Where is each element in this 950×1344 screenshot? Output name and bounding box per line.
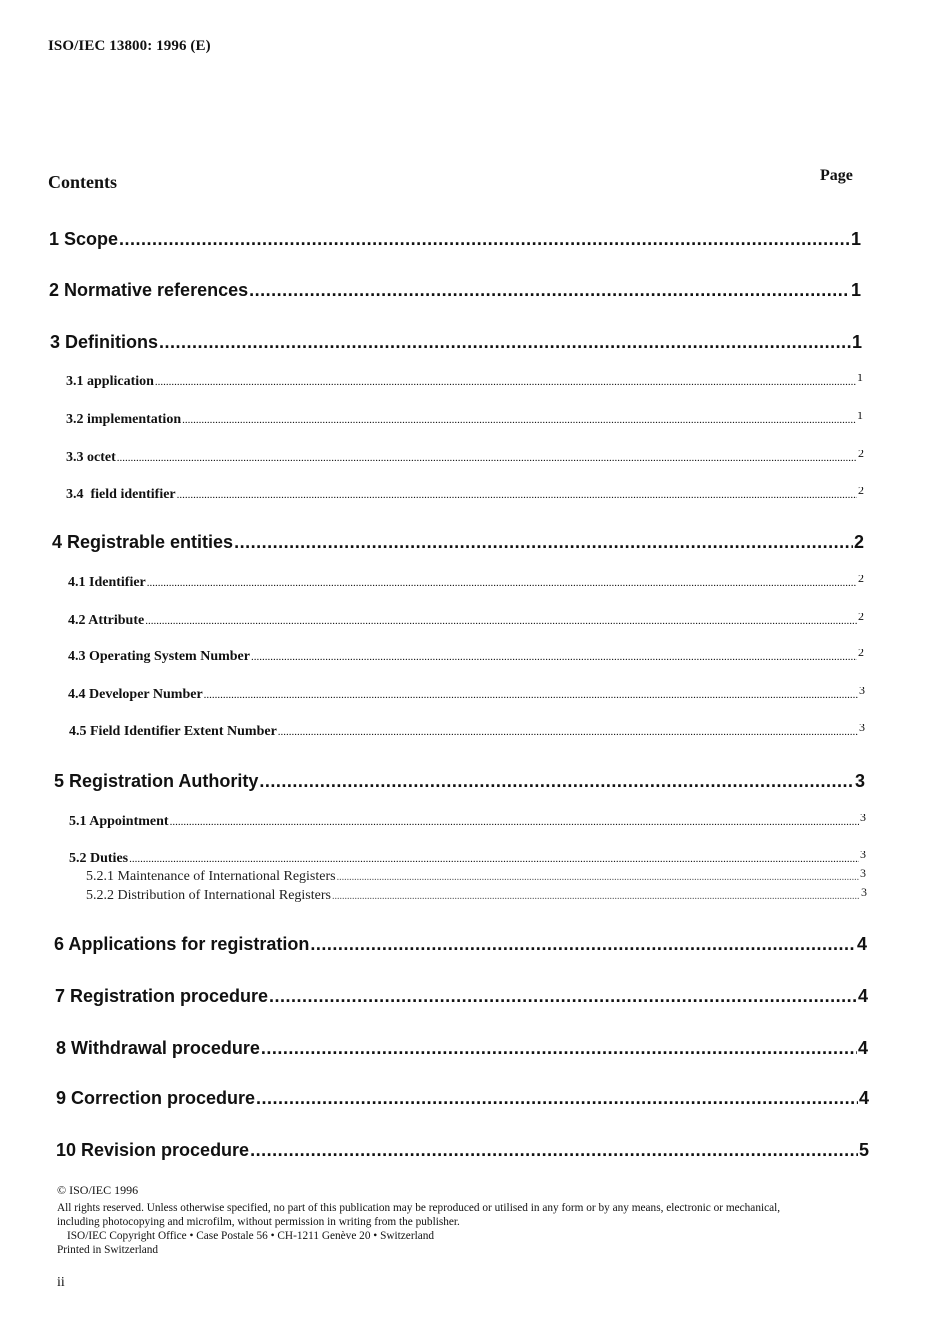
toc-entry-5-1[interactable] <box>69 814 866 830</box>
toc-entry-page: 4 <box>856 934 867 954</box>
toc-entry-4-3[interactable] <box>68 649 864 665</box>
toc-entry-page: 2 <box>858 487 864 497</box>
toc-entry-title: 5.2.1 Maintenance of International Registers <box>86 869 336 884</box>
toc-entry-8[interactable] <box>56 1038 868 1059</box>
dot-leader <box>259 771 854 792</box>
toc-entry-title: 5.2.2 Distribution of International Registers <box>86 888 331 903</box>
toc-entry-title: 5.2 Duties <box>69 851 129 866</box>
toc-entry-page: 2 <box>858 575 864 585</box>
dot-leader <box>159 332 851 353</box>
dot-leader <box>155 376 856 388</box>
dot-leader <box>177 489 857 501</box>
toc-entry-title: 10 Revision procedure <box>56 1140 250 1160</box>
page-column-label: Page <box>820 167 853 184</box>
dot-leader <box>250 1140 858 1161</box>
toc-entry-3-4[interactable] <box>66 487 864 503</box>
toc-entry-1[interactable] <box>49 229 861 250</box>
toc-entry-title: 4 Registrable entities <box>52 532 234 552</box>
dot-leader <box>261 1038 857 1059</box>
dot-leader <box>310 934 856 955</box>
toc-entry-title: 8 Withdrawal procedure <box>56 1038 260 1058</box>
toc-entry-page: 4 <box>857 986 868 1006</box>
toc-entry-title: 5 Registration Authority <box>54 771 259 791</box>
printed-in: Printed in Switzerland <box>57 1244 159 1256</box>
toc-entry-4-4[interactable] <box>68 687 865 703</box>
toc-entry-7[interactable] <box>55 986 868 1007</box>
toc-entry-title: 4.4 Developer Number <box>68 687 203 702</box>
rights-line-1: All rights reserved. Unless otherwise specified, no part of this publication may be reproduced or utilised in any form or by any means, electronic or mechanical, <box>57 1202 781 1214</box>
contents-title: Contents <box>48 172 118 192</box>
toc-entry-page: 2 <box>858 450 864 460</box>
dot-leader <box>251 651 857 663</box>
toc-entry-title: 3.2 implementation <box>66 412 182 427</box>
toc-entry-3-2[interactable] <box>66 412 863 428</box>
dot-leader <box>332 891 860 902</box>
toc-entry-3[interactable] <box>50 332 862 353</box>
toc-entry-4-1[interactable] <box>68 575 864 591</box>
toc-entry-page: 2 <box>858 649 864 659</box>
toc-entry-title: 4.2 Attribute <box>68 613 145 628</box>
dot-leader <box>147 577 857 589</box>
toc-entry-10[interactable] <box>56 1140 869 1161</box>
toc-entry-title: 1 Scope <box>49 229 119 249</box>
toc-entry-page: 3 <box>860 869 866 880</box>
toc-entry-page: 4 <box>857 1038 868 1058</box>
toc-entry-page: 1 <box>851 332 862 352</box>
toc-entry-4[interactable] <box>52 532 864 553</box>
toc-entry-page: 3 <box>860 851 866 861</box>
dot-leader <box>204 689 858 701</box>
toc-entry-2[interactable] <box>49 280 861 301</box>
toc-entry-title: 9 Correction procedure <box>56 1088 256 1108</box>
dot-leader <box>234 532 853 553</box>
toc-entry-page: 1 <box>857 412 863 422</box>
rights-block <box>57 1201 887 1257</box>
toc-entry-6[interactable] <box>54 934 867 955</box>
toc-entry-page: 1 <box>857 374 863 384</box>
toc-entry-3-3[interactable] <box>66 450 864 466</box>
toc-entry-page: 2 <box>858 613 864 623</box>
toc-entry-page: 3 <box>861 888 867 899</box>
dot-leader <box>145 615 857 627</box>
toc-entry-5-2-1[interactable] <box>86 869 866 885</box>
rights-line-2: including photocopying and microfilm, without permission in writing from the publisher. <box>57 1216 460 1228</box>
toc-entry-title: 2 Normative references <box>49 280 249 300</box>
dot-leader <box>182 414 856 426</box>
toc-entry-page: 1 <box>850 280 861 300</box>
toc-entry-page: 2 <box>853 532 864 552</box>
toc-entry-5-2-2[interactable] <box>86 888 867 904</box>
toc-entry-4-5[interactable] <box>69 724 865 740</box>
toc-entry-title: 5.1 Appointment <box>69 814 169 829</box>
toc-entry-page: 5 <box>858 1140 869 1160</box>
toc-entry-title: 4.1 Identifier <box>68 575 146 590</box>
toc-entry-title: 7 Registration procedure <box>55 986 269 1006</box>
toc-entry-5-2[interactable] <box>69 851 866 867</box>
dot-leader <box>117 452 857 464</box>
page-number: ii <box>57 1275 65 1290</box>
toc-entry-3-1[interactable] <box>66 374 863 390</box>
toc-entry-title: 3 Definitions <box>50 332 159 352</box>
toc-entry-page: 3 <box>859 687 865 697</box>
toc-entry-5[interactable] <box>54 771 865 792</box>
toc-entry-page: 1 <box>850 229 861 249</box>
copyright-office: ISO/IEC Copyright Office • Case Postale 56 • CH-1211 Genève 20 • Switzerland <box>67 1230 435 1242</box>
dot-leader <box>119 229 850 250</box>
page-header: ISO/IEC 13800: 1996 (E) <box>48 38 211 54</box>
toc-entry-title: 4.5 Field Identifier Extent Number <box>69 724 277 739</box>
dot-leader <box>129 853 859 865</box>
toc-entry-title: 3.3 octet <box>66 450 116 465</box>
toc-entry-page: 3 <box>854 771 865 791</box>
dot-leader <box>278 726 858 738</box>
copyright-notice: © ISO/IEC 1996 <box>57 1183 139 1197</box>
toc-entry-page: 3 <box>860 814 866 824</box>
dot-leader <box>170 816 859 828</box>
toc-entry-9[interactable] <box>56 1088 869 1109</box>
toc-entry-4-2[interactable] <box>68 613 864 629</box>
toc-entry-page: 4 <box>858 1088 869 1108</box>
dot-leader <box>256 1088 858 1109</box>
toc-entry-title: 6 Applications for registration <box>54 934 310 954</box>
dot-leader <box>337 872 859 883</box>
toc-entry-title: 3.4 field identifier <box>66 487 176 502</box>
toc-entry-title: 4.3 Operating System Number <box>68 649 250 664</box>
dot-leader <box>249 280 850 301</box>
dot-leader <box>269 986 857 1007</box>
toc-entry-page: 3 <box>859 724 865 734</box>
toc-entry-title: 3.1 application <box>66 374 154 389</box>
